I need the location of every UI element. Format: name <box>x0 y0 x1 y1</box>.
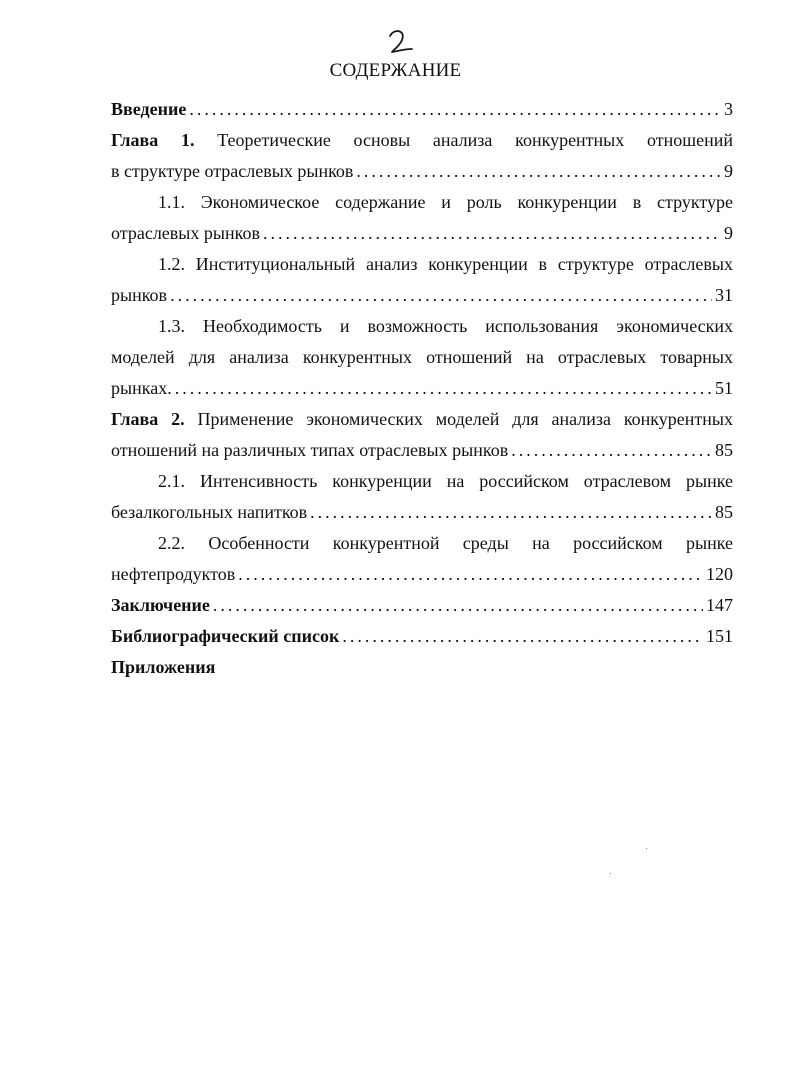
toc-entry-line: 1.1. Экономическое содержание и роль конкуренции в структуре <box>158 192 733 212</box>
toc-entry-line <box>111 404 733 435</box>
section-title-line: безалкогольных напитков <box>111 502 308 522</box>
table-of-contents <box>111 94 733 683</box>
scan-speck <box>646 848 647 849</box>
toc-entry-chapter-2 <box>111 404 733 466</box>
toc-page-number: 120 <box>706 564 733 584</box>
toc-entry-line: 2.1. Интенсивность конкуренции на российском отраслевом рынке <box>158 471 733 491</box>
dot-leader <box>263 218 721 249</box>
toc-entry-line <box>111 280 733 311</box>
toc-entry-conclusion <box>111 590 733 621</box>
toc-entry-section-1-3 <box>111 311 733 404</box>
toc-entry-section-1-1 <box>111 187 733 249</box>
toc-page-number: 9 <box>724 161 733 181</box>
dot-leader <box>511 435 712 466</box>
toc-page-number: 85 <box>715 502 733 522</box>
toc-entry-chapter-1 <box>111 125 733 187</box>
toc-entry-line <box>111 373 733 404</box>
chapter-label: Глава 2. <box>111 409 185 429</box>
toc-entry-line <box>111 125 733 156</box>
toc-entry-line <box>111 435 733 466</box>
toc-entry-title: Библиографический список <box>111 626 340 646</box>
toc-page-number: 85 <box>715 440 733 460</box>
toc-entry-line: 1.2. Институциональный анализ конкуренции в структуре отраслевых <box>158 254 733 274</box>
toc-page-number: 3 <box>724 99 733 119</box>
chapter-label: Глава 1. <box>111 130 195 150</box>
toc-entry-section-2-2 <box>111 528 733 590</box>
dot-leader <box>342 621 703 652</box>
chapter-title-line: Теоретические основы анализа конкурентных отношений <box>217 130 733 150</box>
dot-leader <box>238 559 703 590</box>
toc-entry-title: Введение <box>111 99 187 119</box>
scan-speck <box>610 873 611 874</box>
chapter-title-line: отношений на различных типах отраслевых рынков <box>111 440 509 460</box>
dot-leader <box>189 94 721 125</box>
toc-page-number: 9 <box>724 223 733 243</box>
section-title-line: рынков <box>111 285 168 305</box>
toc-entry-section-2-1 <box>111 466 733 528</box>
toc-entry-appendices: Приложения <box>111 657 216 677</box>
chapter-title-line: в структуре отраслевых рынков <box>111 161 354 181</box>
toc-entry-line: 2.2. Особенности конкурентной среды на российском рынке <box>158 533 733 553</box>
page-title: СОДЕРЖАНИЕ <box>329 60 462 81</box>
toc-entry-line <box>111 497 733 528</box>
toc-page-number: 151 <box>706 626 733 646</box>
dot-leader <box>170 280 712 311</box>
toc-page-number: 51 <box>715 378 733 398</box>
toc-entry-line <box>111 156 733 187</box>
toc-entry-line <box>111 559 733 590</box>
dot-leader <box>213 590 703 621</box>
toc-entry-introduction <box>111 94 733 125</box>
toc-entry-bibliography <box>111 621 733 652</box>
dot-leader <box>356 156 721 187</box>
toc-entry-title: Заключение <box>111 595 210 615</box>
toc-entry-line <box>111 218 733 249</box>
section-title-line: отраслевых рынков <box>111 223 260 243</box>
toc-entry-line: 1.3. Необходимость и возможность использования экономических <box>158 316 733 336</box>
toc-entry-section-1-2 <box>111 249 733 311</box>
chapter-title-line: Применение экономических моделей для анализа конкурентных <box>197 409 733 429</box>
section-title-line: рынках. <box>111 378 172 398</box>
dot-leader <box>175 373 712 404</box>
section-title-line: нефтепродуктов <box>111 564 236 584</box>
toc-page-number: 147 <box>706 595 733 615</box>
toc-page-number: 31 <box>715 285 733 305</box>
dot-leader <box>310 497 712 528</box>
toc-entry-line: моделей для анализа конкурентных отношений на отраслевых товарных <box>111 347 733 367</box>
handwritten-page-number <box>380 22 420 62</box>
